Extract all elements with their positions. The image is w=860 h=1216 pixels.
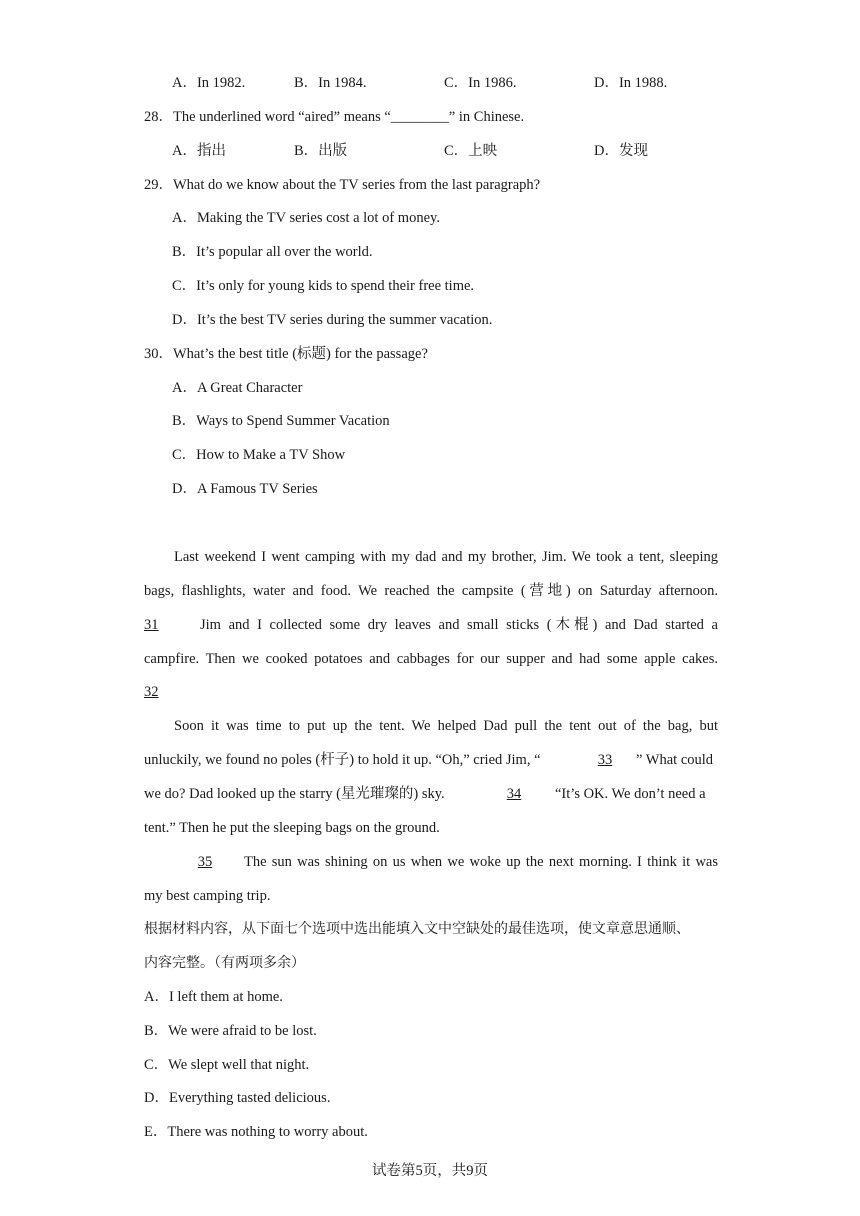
blank-32 xyxy=(144,682,182,702)
passage-p3-line1: The sun was shining on us when we woke up the next morning. I think it was xyxy=(244,854,718,870)
q29-stem: 29．What do we know about the TV series from the last paragraph? xyxy=(144,177,541,193)
q29-option-a: A．Making the TV series cost a lot of money. xyxy=(172,210,440,226)
blank-33 xyxy=(580,750,630,770)
blank-34-number: 34 xyxy=(506,786,522,802)
instruction-line1: 根据材料内容，从下面七个选项中选出能填入文中空缺处的最佳选项，使文章意思通顺、 xyxy=(144,921,690,937)
passage-p1-line1: Last weekend I went camping with my dad and my brother, Jim. We took a tent, sleeping xyxy=(174,549,718,565)
passage-p2-line4: tent.” Then he put the sleeping bags on the ground. xyxy=(144,820,440,836)
q29-option-d: D．It’s the best TV series during the summer vacation. xyxy=(172,312,493,328)
q28-option-d: D．发现 xyxy=(594,143,648,159)
q30-option-b: B．Ways to Spend Summer Vacation xyxy=(172,413,390,429)
passage-p2-line3a: we do? Dad looked up the starry (星光璀璨的) sky. xyxy=(144,786,445,802)
q27-option-a: A．In 1982. xyxy=(172,75,246,91)
blank-35 xyxy=(174,852,236,872)
blank-33-number: 33 xyxy=(597,752,613,768)
q29-option-b: B．It’s popular all over the world. xyxy=(172,244,373,260)
q28-option-a: A．指出 xyxy=(172,143,226,159)
q27-option-b: B．In 1984. xyxy=(294,75,367,91)
q28-option-b: B．出版 xyxy=(294,143,348,159)
passage-p3-line2: my best camping trip. xyxy=(144,888,271,904)
page-footer: 试卷第5页，共9页 xyxy=(372,1163,488,1179)
passage-p2-line2a: unluckily, we found no poles (杆子) to hold it up. “Oh,” cried Jim, “ xyxy=(144,752,541,768)
instruction-line2: 内容完整。（有两项多余） xyxy=(144,955,305,971)
blank-35-number: 35 xyxy=(197,854,213,870)
choice-b: B．We were afraid to be lost. xyxy=(144,1023,317,1039)
q28-option-c: C．上映 xyxy=(444,143,498,159)
q30-option-d: D．A Famous TV Series xyxy=(172,481,318,497)
q27-option-d: D．In 1988. xyxy=(594,75,668,91)
blank-31-number: 31 xyxy=(144,617,159,633)
blank-31 xyxy=(144,615,190,635)
q27-option-c: C．In 1986. xyxy=(444,75,517,91)
passage-p1-line2: bags, flashlights, water and food. We reached the campsite (营地) on Saturday afternoon. xyxy=(144,583,718,599)
q30-stem: 30．What’s the best title (标题) for the passage? xyxy=(144,346,428,362)
blank-34 xyxy=(481,784,547,804)
q30-option-a: A．A Great Character xyxy=(172,380,303,396)
passage-p2-line3b: “It’s OK. We don’t need a xyxy=(555,786,706,802)
passage-p1-line3: Jim and I collected some dry leaves and small sticks (木棍) and Dad started a xyxy=(200,617,718,633)
passage-p2-line1: Soon it was time to put up the tent. We helped Dad pull the tent out of the bag, but xyxy=(174,718,718,734)
q28-stem: 28．The underlined word “aired” means “________” in Chinese. xyxy=(144,109,525,125)
passage-p2-line2b: ” What could xyxy=(636,752,714,768)
choice-d: D．Everything tasted delicious. xyxy=(144,1090,331,1106)
passage-p1-line4: campfire. Then we cooked potatoes and cabbages for our supper and had some apple cakes. xyxy=(144,651,718,667)
choice-a: A．I left them at home. xyxy=(144,989,283,1005)
q30-option-c: C．How to Make a TV Show xyxy=(172,447,346,463)
choice-e: E．There was nothing to worry about. xyxy=(144,1124,368,1140)
choice-c: C．We slept well that night. xyxy=(144,1057,310,1073)
blank-32-number: 32 xyxy=(144,684,159,700)
q29-option-c: C．It’s only for young kids to spend their free time. xyxy=(172,278,475,294)
